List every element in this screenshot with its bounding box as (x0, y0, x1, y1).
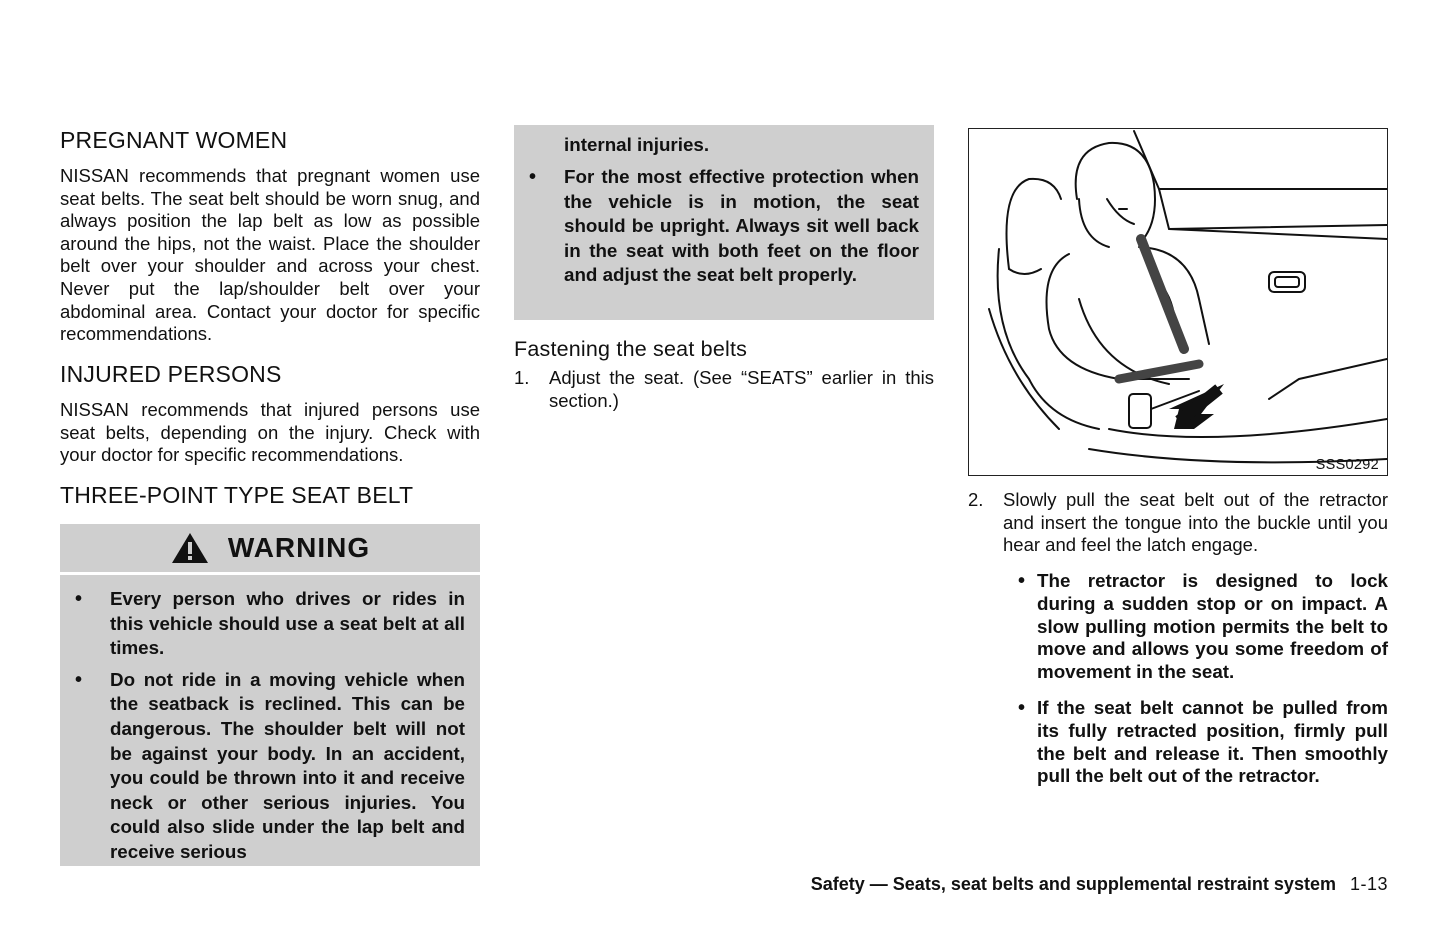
injured-persons-heading: INJURED PERSONS (60, 361, 282, 387)
woman-fastening-belt-drawing (969, 129, 1387, 475)
list-item: • The retractor is designed to lock during a sudden stop or on impact. A slow pulling motion permits the belt to move and allows you some freedom of movement in the seat. (1003, 570, 1388, 684)
list-item: • If the seat belt cannot be pulled from its fully retracted position, firmly pull the belt and release it. Then smoothly pull the belt out of the retractor. (1003, 697, 1388, 788)
three-point-belt-heading: THREE-POINT TYPE SEAT BELT (60, 482, 414, 508)
footer-section-title: Safety — Seats, seat belts and supplemental restraint system (810, 874, 1336, 894)
fastening-heading: Fastening the seat belts (514, 337, 748, 361)
warning-header (60, 524, 480, 572)
figure-label: SSS0292 (1315, 457, 1379, 473)
step-1-number: 1. (514, 367, 530, 388)
injured-persons-text: NISSAN recommends that injured persons use seat belts, depending on the injury. Check with your doctor for specific recommendations. (60, 399, 480, 466)
pregnant-women-heading: PREGNANT WOMEN (60, 127, 288, 153)
step-2-number: 2. (968, 489, 984, 510)
page-number: 1-13 (1349, 874, 1388, 894)
retractor-bullet-list (1003, 570, 1388, 795)
list-item: • Do not ride in a moving vehicle when the seatback is reclined. This can be dangerous. The shoulder belt will not be against your body. In an accident, you could be thrown into it and receive neck or other serious injuries. You could also slide under the lap belt and receive serious (60, 668, 480, 865)
warning-triangle-icon (170, 531, 210, 565)
list-item: • For the most effective protection when the vehicle is in motion, the seat should be upright. Always sit well back in the seat with both feet on the floor and adjust the seat belt properly. (514, 165, 934, 288)
step-1 (514, 367, 934, 412)
warning-bullet-list (60, 587, 480, 872)
seat-belt-illustration (968, 128, 1388, 476)
step-1-text: Adjust the seat. (See “SEATS” earlier in this section.) (549, 367, 934, 411)
list-item: • Every person who drives or rides in this vehicle should use a seat belt at all times. (60, 587, 480, 661)
pregnant-women-text: NISSAN recommends that pregnant women use seat belts. The seat belt should be worn snug, and always position the lap belt as low as possible around the hips, not the waist. Place the shoulder belt over your shoulder and across your chest. Never put the lap/shoulder belt over your abdominal area. Contact your doctor for specific recommendations. (60, 165, 480, 345)
step-2-text: Slowly pull the seat belt out of the retractor and insert the tongue into the buckle until you hear and feel the latch engage. (1003, 489, 1388, 556)
continued-text: internal injuries. (564, 134, 710, 155)
warning-label: WARNING (227, 532, 371, 563)
warning-box (60, 524, 480, 866)
page-footer (811, 874, 1388, 895)
warning-box-continued (514, 125, 934, 320)
warning-divider (60, 572, 480, 575)
continued-bullet-list (514, 165, 934, 295)
step-2 (968, 489, 1388, 557)
